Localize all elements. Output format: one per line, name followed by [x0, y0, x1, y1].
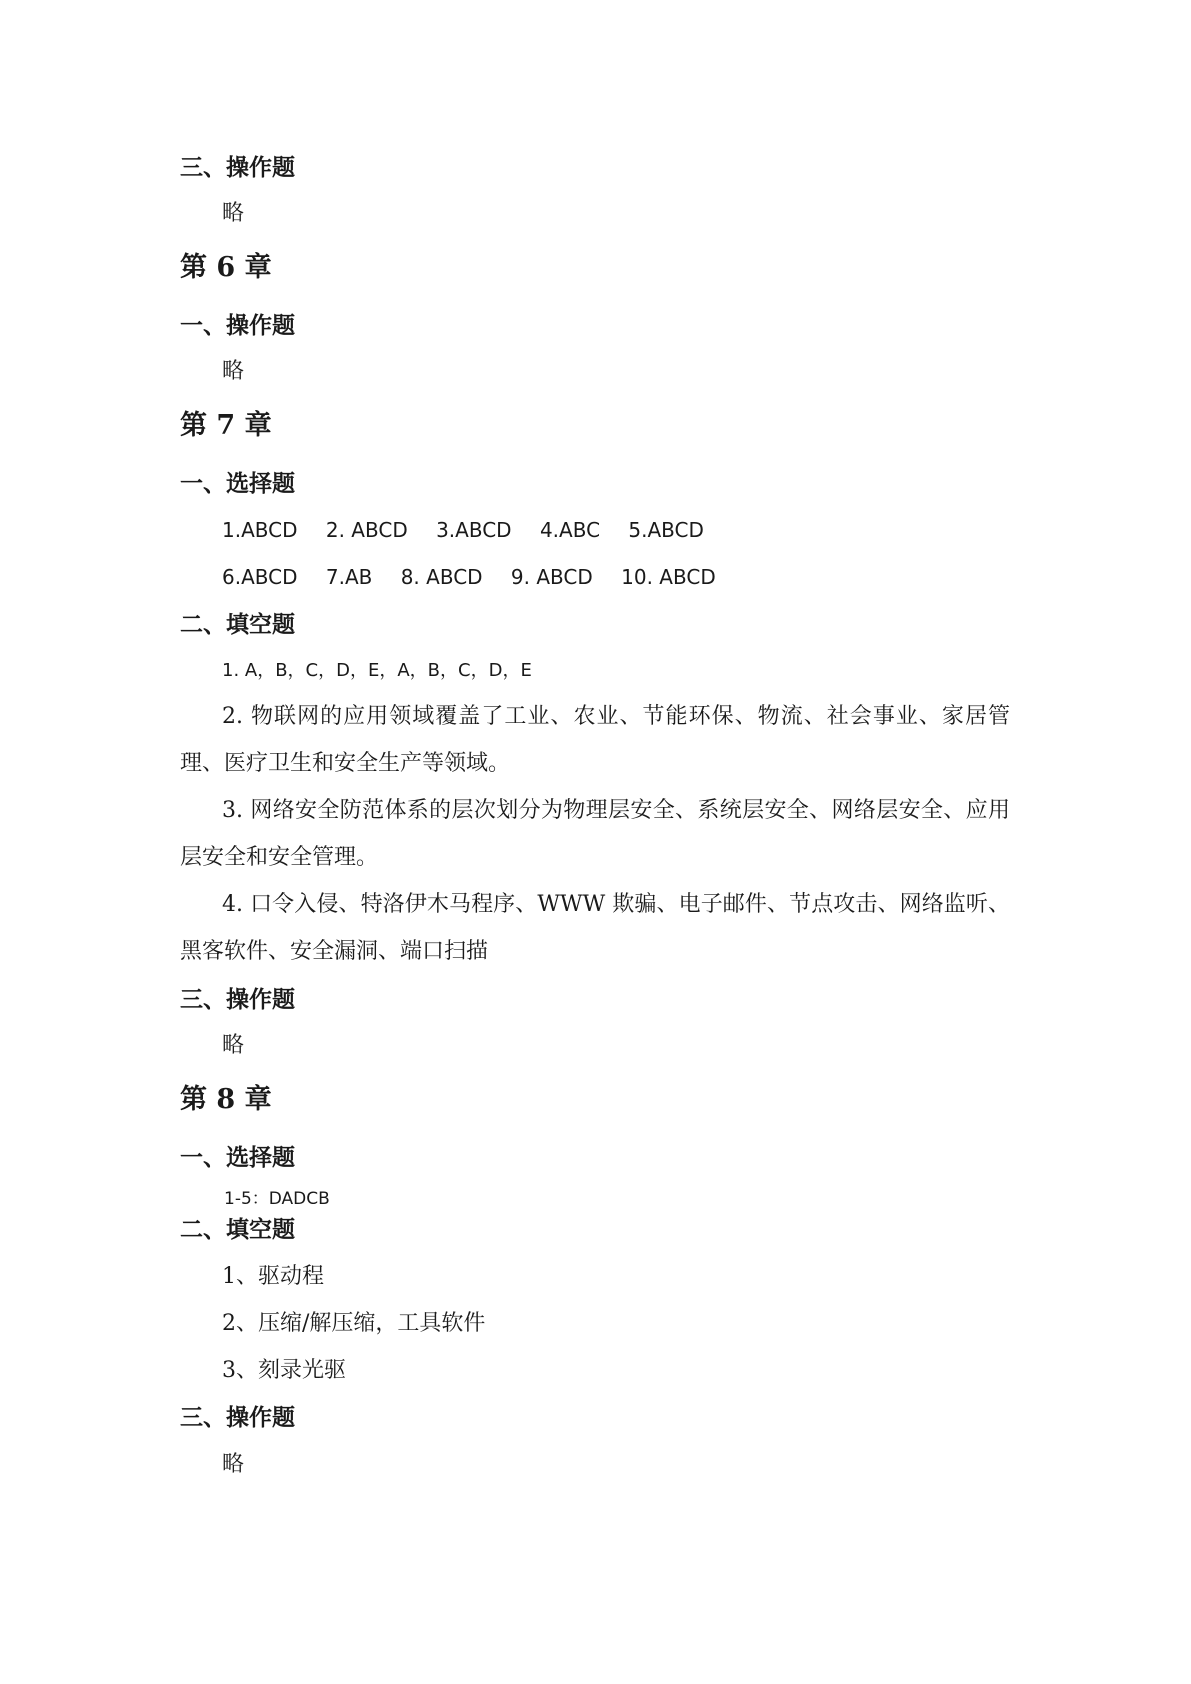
ch7-operation-heading: 三、操作题: [180, 986, 295, 1013]
ch7-fill-answer-1: 1. A，B，C，D，E，A，B，C，D，E: [222, 660, 532, 681]
ch7-operation-body: 略: [222, 1033, 245, 1058]
answer-item: 1.ABCD: [222, 518, 298, 542]
ch7-choice-row-1: [222, 515, 726, 545]
ch7-choice-heading: 一、选择题: [180, 470, 295, 497]
answer-item: 9. ABCD: [510, 565, 593, 589]
ch8-choice-answers: 1-5：DADCB: [224, 1189, 330, 1209]
answer-item: 3.ABCD: [436, 518, 512, 542]
ch6-section-body: 略: [222, 359, 245, 384]
section-body: 略: [222, 201, 245, 226]
answer-item: 7.AB: [325, 565, 373, 589]
ch7-fill-answer-3: 3. 网络安全防范体系的层次划分为物理层安全、系统层安全、网络层安全、应用层安全和安全管理。: [180, 798, 1010, 870]
ch8-operation-heading: 三、操作题: [180, 1404, 295, 1431]
section-heading-operation: 三、操作题: [180, 154, 295, 181]
chapter-6-title: 第 6 章: [180, 252, 272, 283]
answer-item: 10. ABCD: [621, 565, 716, 589]
ch8-fill-answer-3: 3、刻录光驱: [222, 1358, 346, 1383]
answer-item: 6.ABCD: [222, 565, 298, 589]
ch8-fill-answer-1: 1、驱动程: [222, 1264, 324, 1289]
answer-item: 8. ABCD: [400, 565, 483, 589]
ch7-choice-row-2: [222, 562, 738, 592]
ch8-operation-body: 略: [222, 1452, 245, 1477]
chapter-8-title: 第 8 章: [180, 1084, 272, 1115]
answer-item: 5.ABCD: [628, 518, 704, 542]
ch7-fill-heading: 二、填空题: [180, 611, 295, 638]
chapter-7-title: 第 7 章: [180, 410, 272, 441]
answer-item: 4.ABC: [539, 518, 601, 542]
ch7-fill-answer-2: 2. 物联网的应用领域覆盖了工业、农业、节能环保、物流、社会事业、家居管理、医疗卫生和安全生产等领域。: [180, 704, 1010, 776]
answer-item: 2. ABCD: [325, 518, 408, 542]
ch7-fill-answer-4: 4. 口令入侵、特洛伊木马程序、WWW 欺骗、电子邮件、节点攻击、网络监听、黑客软件、安全漏洞、端口扫描: [180, 892, 1010, 964]
ch8-fill-heading: 二、填空题: [180, 1216, 295, 1243]
ch8-choice-heading: 一、选择题: [180, 1144, 295, 1171]
ch6-section-heading: 一、操作题: [180, 312, 295, 339]
ch8-fill-answer-2: 2、压缩/解压缩，工具软件: [222, 1311, 486, 1336]
